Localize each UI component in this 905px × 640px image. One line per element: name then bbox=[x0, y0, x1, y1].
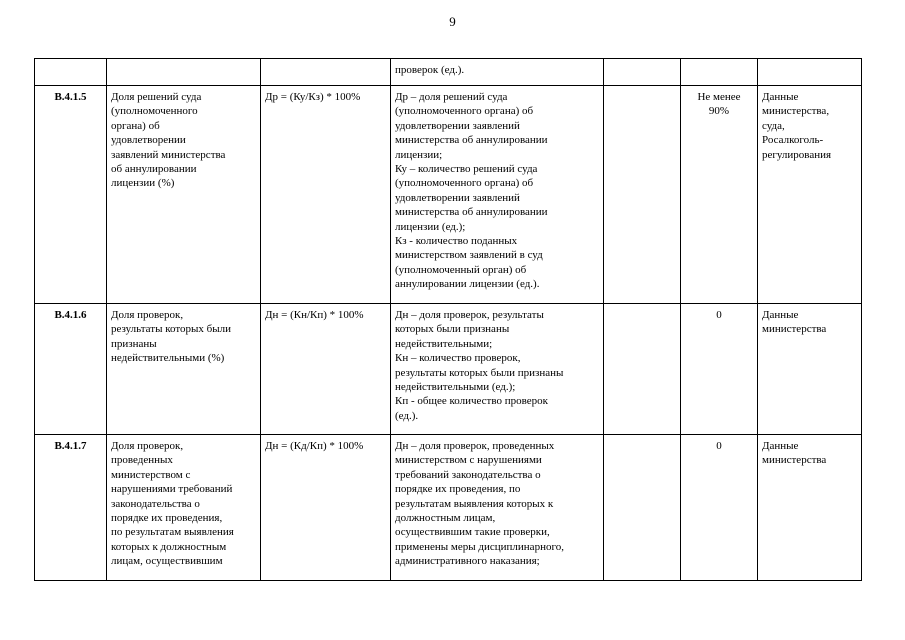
source-line: министерства bbox=[762, 454, 827, 467]
source-line: суда, bbox=[762, 119, 785, 132]
table-row bbox=[35, 59, 862, 86]
explanation-line: (уполномоченного органа) об bbox=[395, 177, 534, 190]
indicator-target bbox=[681, 59, 758, 86]
indicator-target bbox=[681, 304, 758, 435]
name-line: которых к должностным bbox=[111, 540, 227, 553]
blank-cell bbox=[604, 304, 681, 435]
explanation-line: недействительными; bbox=[395, 337, 493, 350]
formula-text: Дн = (Кд/Кп) * 100% bbox=[265, 440, 364, 452]
indicator-code bbox=[35, 59, 107, 86]
name-line: нарушениями требований bbox=[111, 483, 233, 496]
name-line: лицензии (%) bbox=[111, 177, 175, 190]
name-line: по результатам выявления bbox=[111, 526, 234, 539]
page-number: 9 bbox=[449, 14, 456, 29]
explanation-line: Др – доля решений суда bbox=[395, 91, 508, 103]
source-line: Данные bbox=[762, 440, 799, 452]
explanation-line: порядке их проведения, по bbox=[395, 483, 521, 496]
name-line: удовлетворении bbox=[111, 134, 186, 147]
explanation-line: результатам выявления которых к bbox=[395, 497, 554, 510]
explanation-line: удовлетворении заявлений bbox=[395, 191, 520, 204]
indicator-explanation bbox=[391, 304, 604, 435]
explanation-line: министерства об аннулировании bbox=[395, 206, 548, 219]
explanation-line: министерства об аннулировании bbox=[395, 134, 548, 147]
name-line: об аннулировании bbox=[111, 163, 197, 176]
source-line: министерства bbox=[762, 323, 827, 336]
name-line: (уполномоченного bbox=[111, 105, 198, 118]
explanation-line: лицензии; bbox=[395, 148, 443, 161]
indicator-code: В.4.1.6 bbox=[35, 304, 107, 435]
table-row bbox=[35, 86, 862, 304]
target-line: Не менее bbox=[697, 91, 741, 103]
explanation-line: требований законодательства о bbox=[395, 468, 541, 481]
indicator-name bbox=[107, 435, 261, 581]
name-line: Доля проверок, bbox=[111, 309, 184, 321]
name-line: органа) об bbox=[111, 119, 160, 132]
explanation-line: Кн – количество проверок, bbox=[395, 352, 521, 365]
blank-cell bbox=[604, 86, 681, 304]
indicator-source bbox=[758, 86, 862, 304]
source-line: Росалкоголь- bbox=[762, 134, 824, 147]
explanation-line: министерством с нарушениями bbox=[395, 454, 542, 467]
indicator-formula bbox=[261, 86, 391, 304]
indicator-name bbox=[107, 59, 261, 86]
name-line: признаны bbox=[111, 337, 157, 350]
indicator-formula bbox=[261, 435, 391, 581]
explanation-line: министерством заявлений в суд bbox=[395, 249, 543, 262]
name-line: результаты которых были bbox=[111, 323, 232, 336]
source-line: регулирования bbox=[762, 148, 832, 161]
name-line: Доля проверок, bbox=[111, 440, 184, 452]
target-line: 0 bbox=[716, 309, 722, 321]
indicator-name bbox=[107, 304, 261, 435]
target-line: 0 bbox=[716, 440, 722, 452]
explanation-line: применены меры дисциплинарного, bbox=[395, 540, 564, 553]
explanation-line: удовлетворении заявлений bbox=[395, 119, 520, 132]
indicator-code: В.4.1.5 bbox=[35, 86, 107, 304]
indicator-code: В.4.1.7 bbox=[35, 435, 107, 581]
indicator-target bbox=[681, 86, 758, 304]
blank-cell bbox=[604, 435, 681, 581]
name-line: Доля решений суда bbox=[111, 91, 202, 103]
indicator-target bbox=[681, 435, 758, 581]
indicator-formula bbox=[261, 304, 391, 435]
indicator-formula bbox=[261, 59, 391, 86]
explanation-line: Кз - количество поданных bbox=[395, 235, 518, 248]
indicator-source bbox=[758, 435, 862, 581]
name-line: министерством с bbox=[111, 468, 191, 481]
indicator-source bbox=[758, 59, 862, 86]
explanation-line: Дн – доля проверок, результаты bbox=[395, 309, 544, 321]
explanation-line: которых были признаны bbox=[395, 323, 510, 336]
explanation-line: должностным лицам, bbox=[395, 512, 496, 525]
indicator-source bbox=[758, 304, 862, 435]
explanation-line: результаты которых были признаны bbox=[395, 366, 564, 379]
table-row bbox=[35, 435, 862, 581]
indicator-name bbox=[107, 86, 261, 304]
source-line: министерства, bbox=[762, 105, 830, 118]
formula-text: Дн = (Кн/Кп) * 100% bbox=[265, 309, 364, 321]
table-row bbox=[35, 304, 862, 435]
explanation-line: (уполномоченного органа) об bbox=[395, 105, 534, 118]
explanation-line: Кп - общее количество проверок bbox=[395, 395, 548, 408]
name-line: недействительными (%) bbox=[111, 352, 225, 365]
source-line: Данные bbox=[762, 91, 799, 103]
blank-cell bbox=[604, 59, 681, 86]
explanation-line: аннулировании лицензии (ед.). bbox=[395, 278, 540, 291]
explanation-line: Ку – количество решений суда bbox=[395, 163, 538, 176]
explanation-line: (ед.). bbox=[395, 409, 419, 422]
explanation-line: проверок (ед.). bbox=[395, 64, 465, 76]
source-line: Данные bbox=[762, 309, 799, 321]
explanation-line: (уполномоченный орган) об bbox=[395, 263, 527, 276]
name-line: заявлений министерства bbox=[111, 148, 226, 161]
indicator-explanation bbox=[391, 59, 604, 86]
name-line: проведенных bbox=[111, 454, 173, 467]
indicators-table bbox=[34, 58, 862, 581]
explanation-line: Дн – доля проверок, проведенных bbox=[395, 440, 555, 452]
name-line: законодательства о bbox=[111, 497, 200, 510]
formula-text: Др = (Ку/Кз) * 100% bbox=[265, 91, 361, 103]
explanation-line: лицензии (ед.); bbox=[395, 220, 466, 233]
target-line: 90% bbox=[708, 105, 730, 118]
explanation-line: осуществившим такие проверки, bbox=[395, 526, 550, 539]
name-line: лицам, осуществившим bbox=[111, 555, 223, 568]
name-line: порядке их проведения, bbox=[111, 512, 223, 525]
indicator-explanation bbox=[391, 86, 604, 304]
explanation-line: недействительными (ед.); bbox=[395, 381, 516, 394]
indicator-explanation bbox=[391, 435, 604, 581]
explanation-line: административного наказания; bbox=[395, 555, 540, 568]
